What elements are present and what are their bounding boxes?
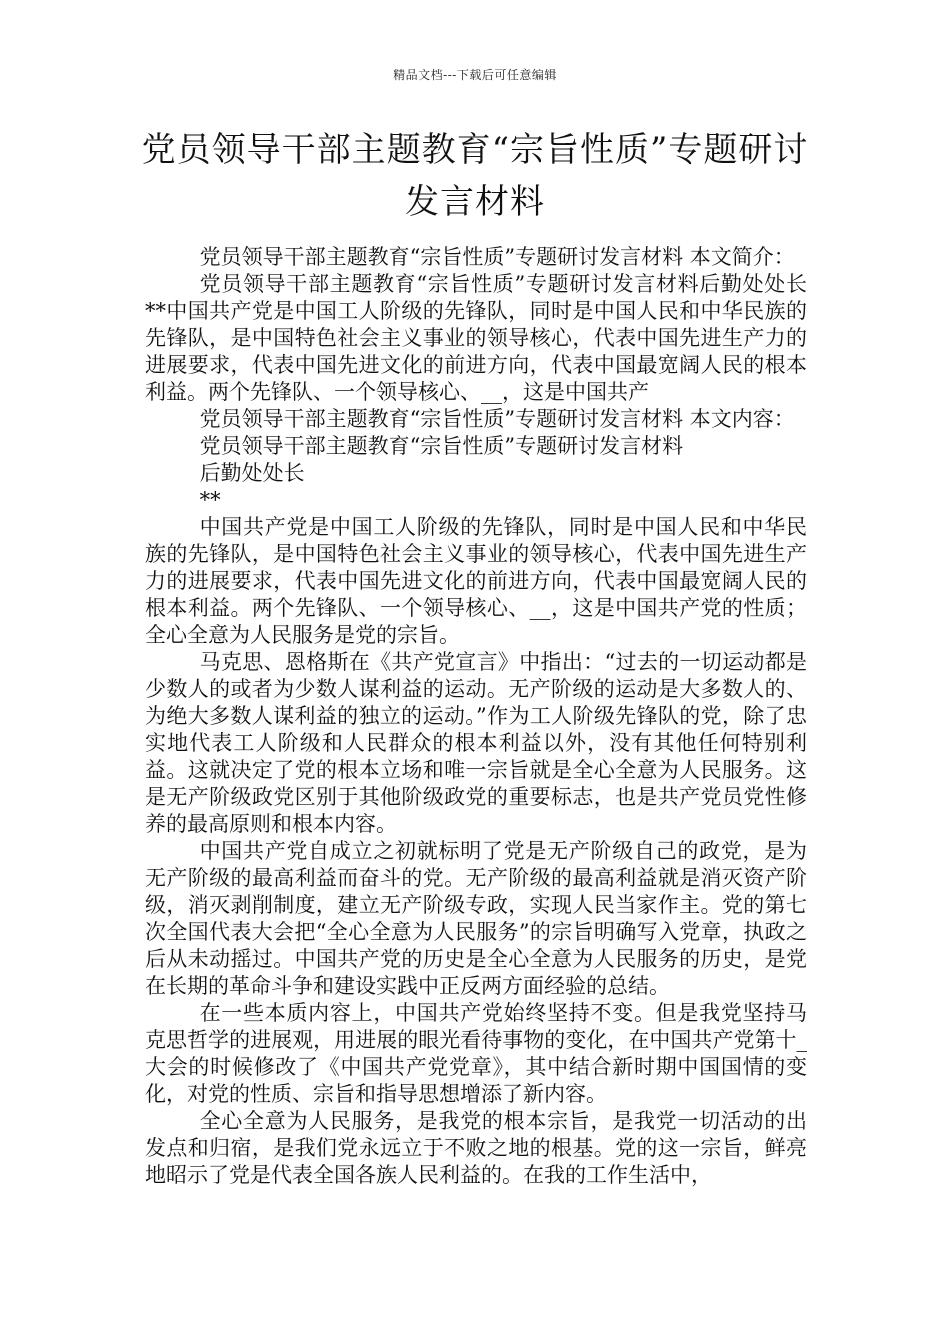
paragraph-subtitle: 党员领导干部主题教育“宗旨性质”专题研讨发言材料 — [199, 434, 684, 458]
paragraph-author-title: 后勤处处长 — [199, 461, 305, 485]
paragraph-intro: 党员领导干部主题教育“宗旨性质”专题研讨发言材料后勤处处长**中国共产党是中国工人阶级的先锋队，同时是中国人民和中华民族的先锋队，是中国特色社会主义事业的领导核心，代表中国先进生产力的进展要求，代表中国先进文化的前进方向，代表中国最宽阔人民的根本利益。两个先锋队、一个领导核心、__，这是中国共产 — [145, 272, 807, 404]
paragraph-body: 在一些本质内容上，中国共产党始终坚持不变。但是我党坚持马克思哲学的进展观，用进展的眼光看待事物的变化，在中国共产党第十_大会的时候修改了《中国共产党党章》，其中结合新时期中国国情的变化，对党的性质、宗旨和指导思想增添了新内容。 — [145, 1001, 807, 1106]
paragraph-body: 马克思、恩格斯在《共产党宣言》中指出：“过去的一切运动都是少数人的或者为少数人谋利益的运动。无产阶级的运动是大多数人的、为绝大多数人谋利益的独立的运动。”作为工人阶级先锋队的党，除了忠实地代表工人阶级和人民群众的根本利益以外，没有其他任何特别利益。这就决定了党的根本立场和唯一宗旨就是全心全意为人民服务。这是无产阶级政党区别于其他阶级政党的重要标志，也是共产党员党性修养的最高原则和根本内容。 — [145, 650, 807, 836]
paragraph-intro-heading: 党员领导干部主题教育“宗旨性质”专题研讨发言材料 本文简介： — [199, 245, 795, 269]
paragraph-body: 中国共产党自成立之初就标明了党是无产阶级自己的政党，是为无产阶级的最高利益而奋斗的党。无产阶级的最高利益就是消灭资产阶级，消灭剥削制度，建立无产阶级专政，实现人民当家作主。党的第七次全国代表大会把“全心全意为人民服务”的宗旨明确写入党章，执政之后从未动摇过。中国共产党的历史是全心全意为人民服务的历史，是党在长期的革命斗争和建设实践中正反两方面经验的总结。 — [145, 839, 807, 998]
document-body — [145, 244, 807, 1189]
paragraph-author-name: ** — [199, 488, 221, 512]
paragraph-body: 中国共产党是中国工人阶级的先锋队，同时是中国人民和中华民族的先锋队，是中国特色社会主义事业的领导核心，代表中国先进生产力的进展要求，代表中国先进文化的前进方向，代表中国最宽阔人民的根本利益。两个先锋队、一个领导核心、__，这是中国共产党的性质；全心全意为人民服务是党的宗旨。 — [145, 515, 807, 647]
document-title: 党员领导干部主题教育“宗旨性质”专题研讨发言材料 — [141, 130, 809, 222]
header-note: 精品文档---下载后可任意编辑 — [393, 68, 557, 82]
paragraph-body: 全心全意为人民服务，是我党的根本宗旨，是我党一切活动的出发点和归宿，是我们党永远立于不败之地的根基。党的这一宗旨，鲜亮地昭示了党是代表全国各族人民利益的。在我的工作生活中， — [145, 1109, 807, 1187]
paragraph-content-heading: 党员领导干部主题教育“宗旨性质”专题研讨发言材料 本文内容： — [199, 407, 795, 431]
